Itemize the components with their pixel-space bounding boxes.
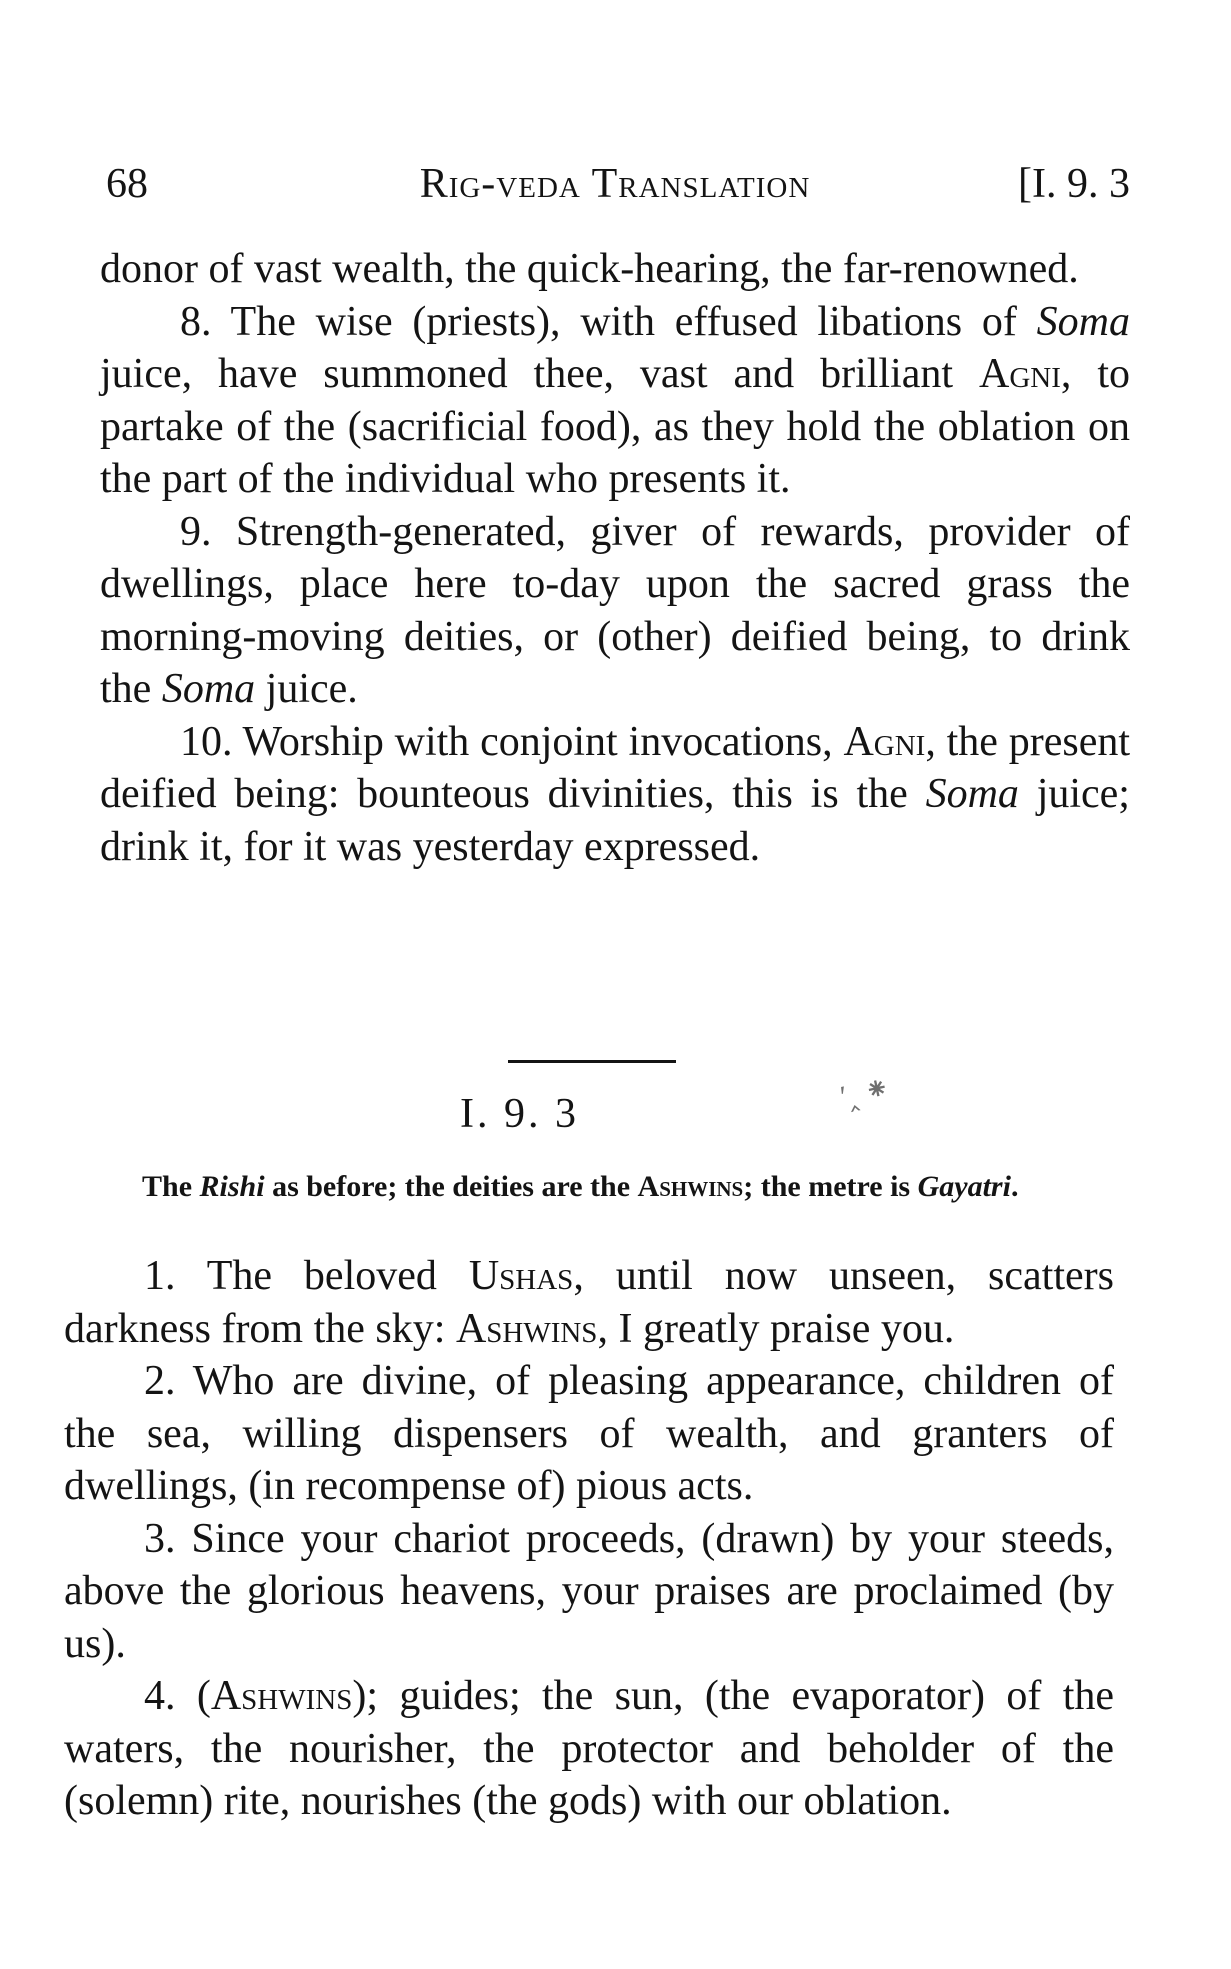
verse-text: The beloved: [206, 1253, 469, 1299]
stanza-1: [64, 1250, 1114, 1355]
stanza-3: [64, 1513, 1114, 1671]
verse-text: Worship with conjoint invocations,: [242, 718, 844, 765]
verse-text: , the present deified being: bounteous divinities, this is the: [100, 718, 1131, 817]
note-text: The: [142, 1170, 200, 1203]
note-text: as before; the deities are the: [264, 1170, 638, 1203]
section-heading: I. 9. 3: [460, 1091, 579, 1137]
verse-text: The wise (priests), with effused libations of: [230, 298, 1037, 345]
term-ashwins: Ashwins: [637, 1170, 744, 1203]
verse-text: juice, have summoned thee, vast and brilliant: [100, 351, 980, 397]
paragraph-continuation: [100, 243, 1130, 296]
note-text: .: [1010, 1170, 1019, 1203]
verse-number: 9.: [180, 508, 212, 555]
stanza-2: [64, 1355, 1114, 1513]
verse-text: Since your chariot proceeds, (drawn) by your steeds, above the glorious heavens, your praises are proclaimed (by us).: [64, 1515, 1114, 1667]
verse-10: [100, 716, 1130, 874]
verse-text: juice; drink it, for it was yesterday expressed.: [100, 771, 1130, 870]
paragraph-text: donor of vast wealth, the quick-hearing, the far-renowned.: [100, 246, 1079, 292]
verse-number: 2.: [144, 1358, 176, 1404]
top-text-block: [100, 243, 1130, 873]
verse-text: Strength-generated, giver of rewards, provider of dwellings, place here to-day upon the sacred grass the morning-moving deities, or (other) deified being, to drink the: [100, 508, 1130, 712]
verse-number: 3.: [144, 1515, 176, 1562]
stanza-4: [64, 1670, 1114, 1828]
verse-number: 4.: [144, 1673, 176, 1719]
term-soma: Soma: [161, 666, 256, 712]
running-title: Rig-veda Translation: [419, 161, 811, 207]
verse-text: , to partake of the (sacrificial food), as they hold the oblation on the part of the individual who presents it.: [100, 351, 1130, 502]
term-rishi: Rishi: [199, 1170, 265, 1203]
verse-number: 10.: [180, 718, 233, 765]
verse-text: juice.: [255, 666, 358, 712]
stray-pen-mark-icon: ′‸ ⁕: [835, 1070, 893, 1115]
term-agni: Agni: [843, 718, 926, 765]
verse-text: (: [196, 1673, 211, 1719]
term-agni: Agni: [979, 351, 1061, 397]
verse-text: Who are divine, of pleasing appearance, children of the sea, willing dispensers of wealth, and granters of dwellings, (in recompense of) pious acts.: [64, 1358, 1114, 1509]
verse-text: , until now unseen, scatters darkness from the sky:: [64, 1253, 1114, 1352]
running-head: [100, 160, 1130, 220]
term-soma: Soma: [1036, 298, 1130, 345]
term-ashwins: Ashwins: [210, 1673, 353, 1719]
verse-text: , I greatly praise you.: [597, 1305, 955, 1352]
section-note: [70, 1167, 1120, 1207]
term-ushas: Ushas: [468, 1253, 574, 1299]
note-text: ; the metre is: [743, 1170, 918, 1203]
verse-number: 1.: [144, 1253, 176, 1299]
term-gayatri: Gayatri: [917, 1170, 1011, 1203]
section-reference: [I. 9. 3: [1018, 161, 1130, 207]
verse-number: 8.: [180, 298, 212, 345]
term-soma: Soma: [925, 771, 1019, 817]
verse-9: [100, 506, 1130, 716]
term-ashwins: Ashwins: [455, 1305, 598, 1352]
verse-text: ); guides; the sun, (the evaporator) of the waters, the nourisher, the protector and beholder of the (solemn) rite, nourishes (the gods) with our oblation.: [64, 1673, 1115, 1824]
verse-8: [100, 296, 1130, 506]
section-divider-rule: [508, 1060, 676, 1063]
page-number: 68: [106, 161, 148, 207]
bottom-text-block: [64, 1250, 1114, 1828]
